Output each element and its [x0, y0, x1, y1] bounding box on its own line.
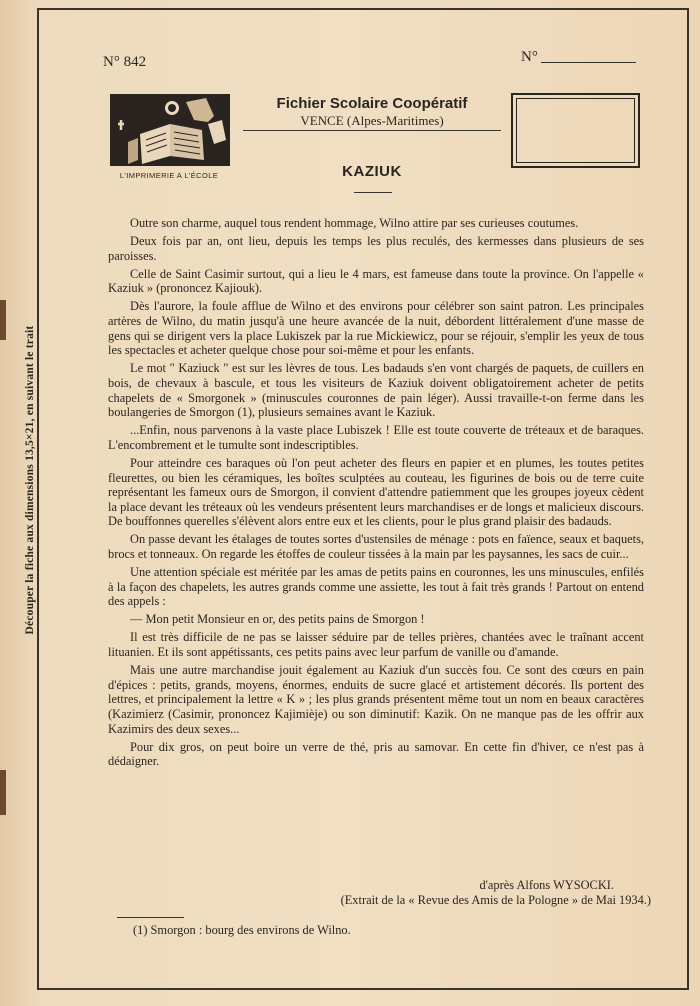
- paragraph: ...Enfin, nous parvenons à la vaste place Lubiszek ! Elle est toute couverte de tréteaux et de baraques. L'encombrement et le tumulte sont indescriptibles.: [108, 423, 644, 452]
- paragraph: Dès l'aurore, la foule afflue de Wilno et des environs pour célébrer son saint patron. Les principales artères de Wilno, du matin jusqu'à une heure avancée de la nuit, débordent littéralement d'une masse de gens qui se dirigent vers la place Lukiszek par la rue Mickiewicz, pour se réjouir, s'emplir les yeux de tous les spectacles et acheter quelque chose pour soi-même et pour les enfants.: [108, 299, 644, 358]
- paragraph: Pour dix gros, on peut boire un verre de thé, pris au samovar. En cette fin d'hiver, ce n'est pas à dédaigner.: [108, 739, 644, 769]
- binding-mark-bottom: [0, 770, 6, 815]
- source-citation: (Extrait de la « Revue des Amis de la Pologne » de Mai 1934.): [340, 893, 651, 907]
- paragraph: Deux fois par an, ont lieu, depuis les temps les plus reculés, des kermesses dans plusieurs de ses paroisses.: [108, 234, 644, 263]
- sheet-number-field-line: [541, 62, 636, 63]
- title-divider: [354, 192, 392, 193]
- paragraph: Pour atteindre ces baraques où l'on peut acheter des fleurs en papier et en plumes, les toutes petites fleurettes, ou bien les céramiques, les boîtes sculptées au couteau, les figurines de bois ou de terre cuite représentant les fameux ours de Smorgon, il convient d'attendre patiemment que les groupes joyeux cèdent la place devant les tréteaux où les vendeurs présentent leurs marchandises er de longs et malicieux discours. De bouffonnes querelles s'élèvent alors entre eux et les clients, pour le plus grand plaisir des badauds.: [108, 455, 644, 529]
- paragraph: Mais une autre marchandise jouit également au Kaziuk d'un succès fou. Ce sont des cœurs en pain d'épices : petits, grands, moyens, énormes, enduits de sucre glacé et artistement décorés. Ils portent des lettres, et principalement la lettre « K » ; les plus grands présentent même tout un nom en beaux caractères (Kazimierz (Casimir, prononcez Kajimièje) ou son diminutif: Kazik. On ne manque pas de les offrir aux Kazimirs des deux sexes...: [108, 663, 644, 736]
- side-note: [8, 280, 52, 680]
- stamp-box: [511, 93, 640, 168]
- paragraph: Il est très difficile de ne pas se laisser séduire par de telles prières, chantées avec le traînant accent lituanien. Et ils sont appétissants, ces petits pains avec leur parfum de vanille ou d'amande.: [108, 630, 644, 660]
- paragraph: — Mon petit Monsieur en or, des petits pains de Smorgon !: [130, 612, 425, 627]
- author-signature: d'après Alfons WYSOCKI.: [479, 878, 614, 892]
- side-note-text: Découper la fiche aux dimensions 13,5×21, en suivant le trait: [24, 325, 36, 635]
- paragraph: Celle de Saint Casimir surtout, qui a lieu le 4 mars, est fameuse dans toute la province. On l'appelle « Kaziuk » (prononcez Kajiouk).: [108, 266, 644, 296]
- paragraph: On passe devant les étalages de toutes sortes d'ustensiles de ménage : pots en faïence, seaux et baquets, brocs et tonneaux. On regarde les étoffes de couleur tissées à la main par les paysannes, les sacs de cuir...: [108, 532, 644, 561]
- logo-caption: L'IMPRIMERIE A L'ÉCOLE: [119, 171, 219, 180]
- article-body: [108, 216, 644, 772]
- header-divider: [243, 130, 501, 131]
- paragraph: Le mot " Kaziuck " est sur les lèvres de tous. Les badauds s'en vont chargés de paquets, de cuillers en bois, de chevaux à bascule, et tous les visiteurs de Kaziuk doivent obligatoirement acheter de petits chapelets de « Smorgonek » (minuscules couronnes de pain léger). Aussi travaille-t-on ferme dans les boulangeries de Smorgon (1), plusieurs semaines avant le Kaziuk.: [108, 361, 644, 420]
- header-title: Fichier Scolaire Coopératif: [276, 95, 468, 112]
- footnote: (1) Smorgon : bourg des environs de Wilno.: [133, 923, 351, 937]
- binding-mark-top: [0, 300, 6, 340]
- paragraph: Outre son charme, auquel tous rendent hommage, Wilno attire par ses curieuses coutumes.: [130, 216, 579, 230]
- header-subtitle: VENCE (Alpes-Maritimes): [300, 113, 444, 128]
- logo-engraving-icon: [110, 94, 230, 166]
- footnote-divider: [117, 917, 184, 918]
- page-title: KAZIUK: [342, 163, 402, 180]
- paragraph: Une attention spéciale est méritée par les amas de petits pains en couronnes, les uns minuscules, enfilés à la façon des chapelets, les autres grands comme une assiette, les tout à fait très grands ! Partout on entend des appels :: [108, 565, 644, 609]
- sheet-number-field-label: N°: [521, 49, 538, 65]
- sheet-number: N° 842: [103, 54, 147, 70]
